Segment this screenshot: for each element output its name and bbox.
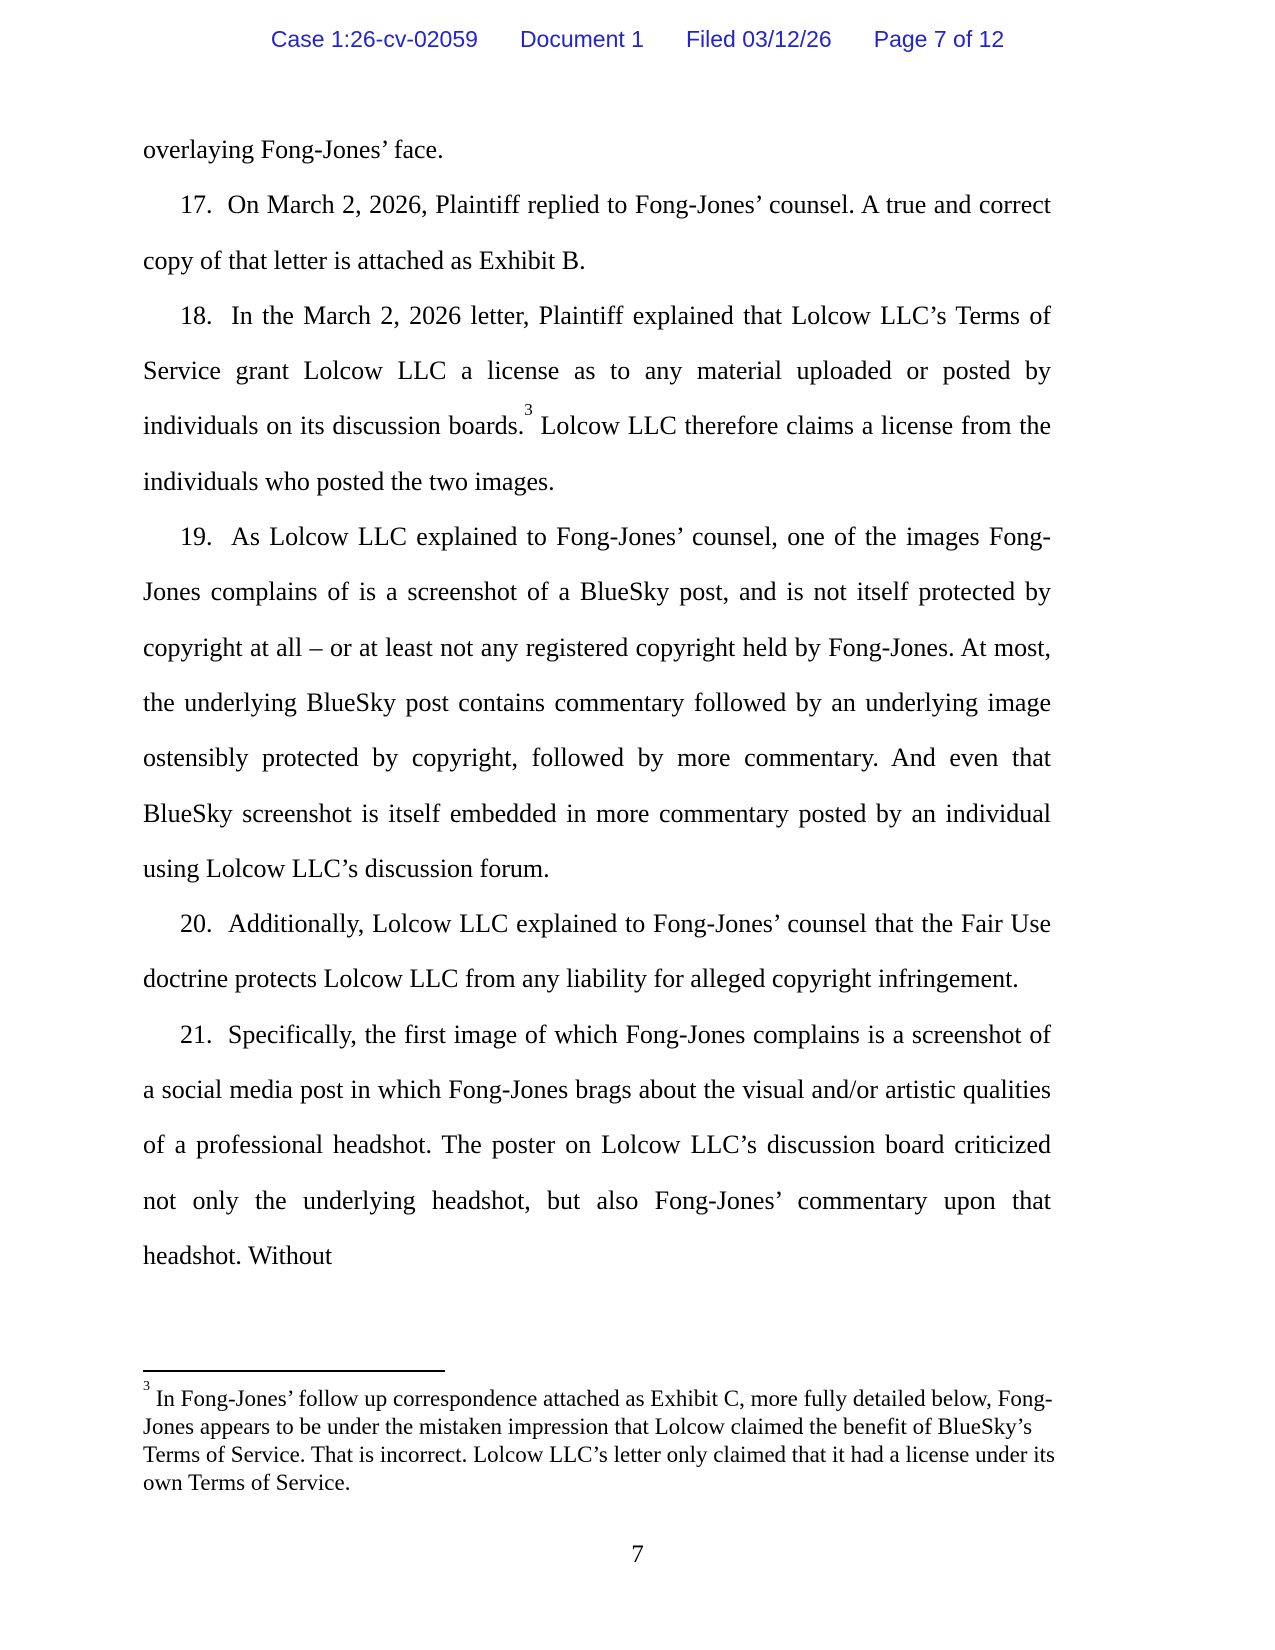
paragraph-16-continuation: overlaying Fong-Jones’ face. (143, 135, 444, 164)
paragraph-17: 17. On March 2, 2026, Plaintiff replied to Fong-Jones’ counsel. A true and correct copy of that letter is attached as Exhibit B. (143, 190, 1051, 275)
page-number: 7 (631, 1541, 644, 1568)
footnote-separator (143, 1370, 445, 1372)
paragraph-18-text-after: Lolcow LLC therefore claims a license from the individuals who posted the two images. (143, 411, 1052, 496)
case-stamp-header (0, 26, 1275, 53)
paragraph-18-text-before: 18. In the March 2, 2026 letter, Plaintiff explained that Lolcow LLC’s Terms of Service grant Lolcow LLC a license as to any material uploaded or posted by individuals on its discussion boards. (143, 300, 1051, 441)
page-footer (0, 1541, 1275, 1569)
document-number: Document 1 (519, 26, 644, 52)
footnote-3-text: In Fong-Jones’ follow up correspondence attached as Exhibit C, more fully detailed below, Fong-Jones appears to be under the mistaken impression that Lolcow claimed the benefit of BlueSky’s Terms of Service. That is incorrect. Lolcow LLC’s letter only claimed that it had a license under its own Terms of Service. (143, 1386, 1055, 1495)
footnote-section (143, 1370, 1055, 1497)
paragraph-18 (143, 288, 1051, 509)
paragraph-21: 21. Specifically, the first image of which Fong-Jones complains is a screenshot of a social media post in which Fong-Jones brags about the visual and/or artistic qualities of a professional headshot. The poster on Lolcow LLC’s discussion board criticized not only the underlying headshot, but also Fong-Jones’ commentary upon that headshot. Without (143, 1019, 1051, 1270)
footnote-3 (143, 1379, 1055, 1497)
page-indicator: Page 7 of 12 (873, 26, 1005, 52)
footnote-3-marker: 3 (143, 1379, 150, 1395)
filed-date: Filed 03/12/26 (685, 26, 832, 52)
document-body (143, 122, 1051, 1283)
paragraph-20: 20. Additionally, Lolcow LLC explained to Fong-Jones’ counsel that the Fair Use doctrine protects Lolcow LLC from any liability for alleged copyright infringement. (143, 909, 1051, 994)
case-number: Case 1:26-cv-02059 (270, 26, 478, 52)
footnote-3-reference: 3 (524, 399, 533, 419)
paragraph-19: 19. As Lolcow LLC explained to Fong-Jones’ counsel, one of the images Fong-Jones complains of is a screenshot of a BlueSky post, and is not itself protected by copyright at all – or at least not any registered copyright held by Fong-Jones. At most, the underlying BlueSky post contains commentary followed by an underlying image ostensibly protected by copyright, followed by more commentary. And even that BlueSky screenshot is itself embedded in more commentary posted by an individual using Lolcow LLC’s discussion forum. (143, 522, 1051, 883)
